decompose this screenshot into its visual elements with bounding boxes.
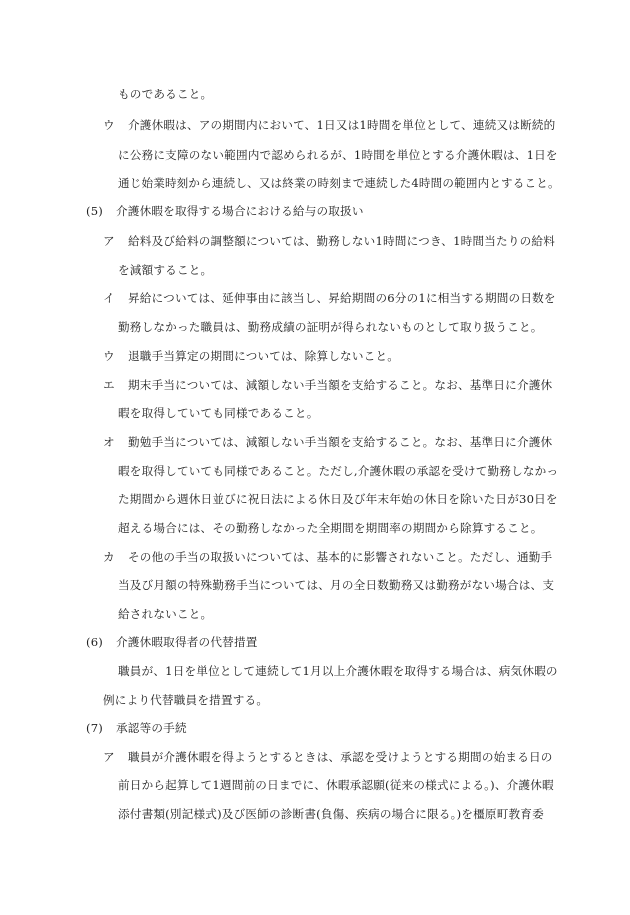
item-label: ア (103, 750, 115, 764)
body-text-line (118, 606, 212, 622)
line-text: 暇を取得していても同様であること。ただし,介護休暇の承認を受けて勤務しなかっ (118, 464, 559, 478)
list-item-i (103, 290, 556, 306)
line-text: 前日から起算して1週間前の日までに、休暇承認願(従来の様式による。)、介護休暇 (118, 778, 554, 792)
line-text: 退職手当算定の期間については、除算しないこと。 (128, 349, 400, 363)
line-text: 職員が介護休暇を得ようとするときは、承認を受けようとする期間の始まる日の (128, 750, 553, 764)
body-text-line (118, 262, 212, 278)
line-text: 介護休暇は、アの期間内において、1日又は1時間を単位として、連続又は断続的 (128, 118, 556, 132)
body-text-line (118, 663, 558, 679)
section-number: (5) (86, 204, 104, 218)
item-label: ウ (103, 118, 115, 132)
list-item-o (103, 434, 552, 450)
line-text: た期間から週休日並びに祝日法による休日及び年末年始の休日を除いた日が30日を (118, 492, 558, 506)
body-text-line (118, 777, 554, 793)
line-text: 職員が、1日を単位として連続して1月以上介護休暇を取得する場合は、病気休暇の (118, 664, 558, 678)
body-text-line (118, 520, 543, 536)
line-text: を減額すること。 (118, 263, 213, 277)
body-text-line (118, 806, 544, 822)
body-text-line (118, 319, 543, 335)
line-text: 当及び月額の特殊勤務手当については、月の全日数勤務又は勤務がない場合は、支 (118, 578, 555, 592)
line-text: その他の手当の取扱いについては、基本的に影響されないこと。ただし、通勤手 (128, 550, 553, 564)
item-label: ウ (103, 349, 115, 363)
section-number: (7) (86, 721, 104, 735)
body-text-line (118, 405, 319, 421)
item-label: ア (103, 234, 115, 248)
body-text-line (118, 86, 212, 102)
line-text: 期末手当については、減額しない手当額を支給すること。なお、基準日に介護休 (128, 378, 553, 392)
list-item-a (103, 233, 555, 249)
line-text: 勤勉手当については、減額しない手当額を支給すること。なお、基準日に介護休 (128, 435, 553, 449)
line-text: 給料及び給料の調整額については、勤務しない1時間につき、1時間当たりの給料 (128, 234, 556, 248)
line-text: 例により代替職員を措置する。 (103, 693, 269, 707)
section-title: 介護休暇取得者の代替措置 (116, 635, 258, 649)
section-number: (6) (86, 635, 104, 649)
item-label: オ (103, 435, 115, 449)
list-item-u (103, 117, 555, 133)
item-label: エ (103, 378, 115, 392)
list-item-a2 (103, 749, 553, 765)
item-label: カ (103, 550, 115, 564)
body-text-line (118, 175, 560, 191)
line-text: 通じ始業時刻から連続し、又は終業の時刻まで連続した4時間の範囲内とすること。 (118, 176, 560, 190)
section-heading-6 (86, 634, 258, 650)
line-text: に公務に支障のない範囲内で認められるが、1時間を単位とする介護休暇は、1日を (118, 148, 558, 162)
list-item-ka (103, 549, 552, 565)
item-label: イ (103, 291, 115, 305)
list-item-e (103, 377, 552, 393)
section-heading-5 (86, 203, 364, 219)
list-item-u2 (103, 348, 399, 364)
line-text: 暇を取得していても同様であること。 (118, 406, 319, 420)
body-text-line (103, 692, 268, 708)
line-text: 超える場合には、その勤務しなかった全期間を期間率の期間から除算すること。 (118, 521, 543, 535)
section-title: 介護休暇を取得する場合における給与の取扱い (116, 204, 364, 218)
body-text-line (118, 491, 558, 507)
line-text: ものであること。 (118, 87, 213, 101)
body-text-line (118, 147, 558, 163)
body-text-line (118, 463, 558, 479)
section-title: 承認等の手続 (116, 721, 187, 735)
body-text-line (118, 577, 554, 593)
line-text: 昇給については、延伸事由に該当し、昇給期間の6分の1に相当する期間の日数を (128, 291, 556, 305)
line-text: 添付書類(別記様式)及び医師の診断書(負傷、疾病の場合に限る。)を橿原町教育委 (118, 807, 544, 821)
section-heading-7 (86, 720, 187, 736)
line-text: 勤務しなかった職員は、勤務成績の証明が得られないものとして取り扱うこと。 (118, 320, 543, 334)
line-text: 給されないこと。 (118, 607, 213, 621)
